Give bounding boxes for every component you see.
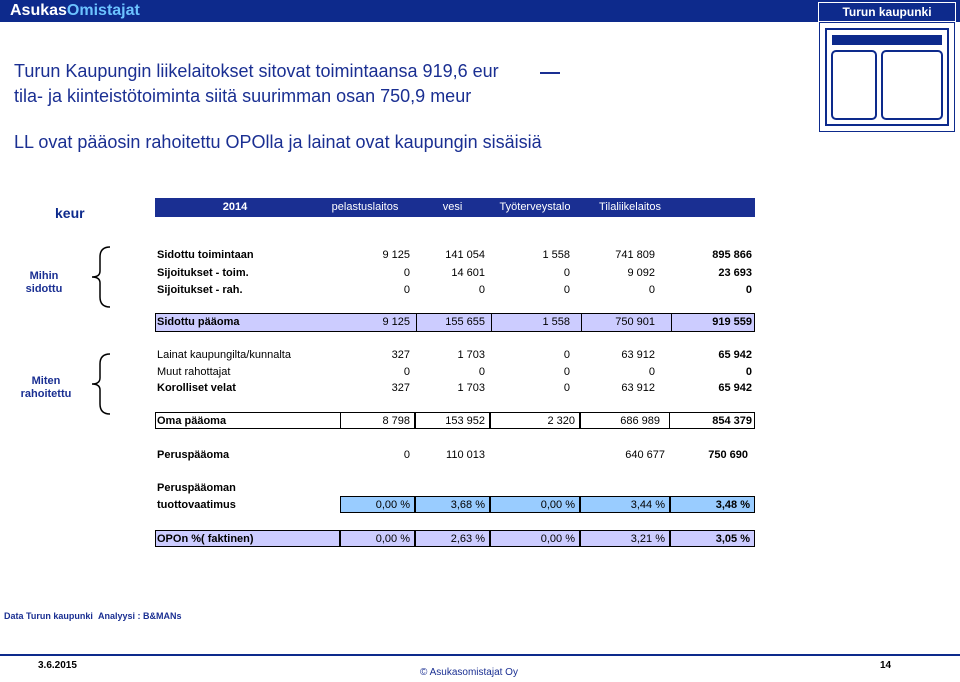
cell-total: 23 693	[718, 267, 752, 279]
cell: 0	[403, 267, 410, 279]
cell: 0	[478, 366, 485, 378]
cell: 3,68 %	[450, 499, 485, 511]
cell-total: 0	[745, 366, 752, 378]
cell: 0	[403, 449, 410, 461]
cell: 0	[563, 382, 570, 394]
cell: 9 125	[382, 249, 410, 261]
col-tyoterveystalo: Työterveystalo	[499, 201, 571, 213]
footer-divider	[0, 654, 960, 656]
cell: 2 320	[547, 415, 575, 427]
cell: 0	[648, 366, 655, 378]
row-label-muut: Muut rahottajat	[157, 366, 231, 378]
cell-total: 750 690	[708, 449, 748, 461]
cell: 0,00 %	[540, 533, 575, 545]
analysis-note: Analyysi : B&MANs	[98, 611, 182, 621]
title-line-3: LL ovat pääosin rahoitettu OPOlla ja lainat ovat kaupungin sisäisiä	[14, 132, 542, 152]
cell: 9 125	[382, 316, 410, 328]
logo-part2: Omistajat	[66, 2, 140, 19]
title-line-1: Turun Kaupungin liikelaitokset sitovat toimintaansa 919,6 eur	[14, 61, 499, 81]
logo-part1: Asukas	[10, 2, 67, 19]
cell: 0	[563, 349, 570, 361]
row-label-korolliset: Korolliset velat	[157, 382, 236, 394]
title-dash	[540, 72, 560, 74]
brand-label: Turun kaupunki	[818, 2, 956, 22]
top-bar	[0, 0, 960, 22]
cell-total: 895 866	[712, 249, 752, 261]
cell-total: 3,05 %	[715, 533, 750, 545]
cell: 0,00 %	[540, 499, 575, 511]
cell: 0,00 %	[375, 533, 410, 545]
source-note: Data Turun kaupunki	[4, 611, 93, 621]
brace-icon	[90, 245, 112, 310]
cell: 141 054	[445, 249, 485, 261]
cell: 686 989	[620, 415, 660, 427]
cell: 0	[403, 366, 410, 378]
cell: 0	[563, 267, 570, 279]
cell: 327	[391, 382, 410, 394]
row-label-opo: OPOn %( faktinen)	[157, 533, 254, 545]
cell: 0	[563, 284, 570, 296]
row-label-sijoitukset-rah: Sijoitukset - rah.	[157, 284, 243, 296]
row-label-lainat: Lainat kaupungilta/kunnalta	[157, 349, 291, 361]
cell-total: 0	[745, 284, 752, 296]
cell: 0	[563, 366, 570, 378]
row-label-peruspaaoma: Peruspääoma	[157, 449, 230, 461]
cell: 63 912	[621, 382, 655, 394]
group-mihin-sidottu: Mihin sidottu	[25, 270, 63, 295]
cell: 327	[391, 349, 410, 361]
col-year: 2014	[222, 201, 248, 213]
cell: 640 677	[625, 449, 665, 461]
cell: 155 655	[445, 316, 485, 328]
brace-icon	[90, 352, 112, 417]
group-miten-rahoitettu: Miten rahoitettu	[20, 375, 72, 400]
col-tilaliikelaitos: Tilaliikelaitos	[599, 201, 661, 213]
row-label-tuottovaatimus-1: Peruspääoman	[157, 482, 236, 494]
cell: 741 809	[615, 249, 655, 261]
logo	[10, 0, 140, 22]
cell: 0	[648, 284, 655, 296]
city-crest-icon	[819, 22, 955, 132]
cell-total: 65 942	[718, 349, 752, 361]
cell-total: 854 379	[712, 415, 752, 427]
cell: 1 558	[542, 249, 570, 261]
cell: 0	[478, 284, 485, 296]
cell: 110 013	[446, 449, 485, 461]
row-label-oma-paaoma: Oma pääoma	[157, 415, 227, 427]
row-label-sidottu-toimintaan: Sidottu toimintaan	[157, 249, 254, 261]
cell: 63 912	[621, 349, 655, 361]
row-label-sijoitukset-toim: Sijoitukset - toim.	[157, 267, 249, 279]
cell: 0,00 %	[375, 499, 410, 511]
col-pelastuslaitos: pelastuslaitos	[331, 201, 399, 213]
col-vesi: vesi	[442, 201, 463, 213]
page-number: 14	[880, 660, 892, 671]
cell: 8 798	[382, 415, 410, 427]
cell: 3,44 %	[630, 499, 665, 511]
cell-total: 3,48 %	[715, 499, 750, 511]
cell: 153 952	[445, 415, 485, 427]
row-label-sidottu-paaoma: Sidottu pääoma	[157, 316, 240, 328]
cell: 750 901	[615, 316, 655, 328]
cell-total: 919 559	[712, 316, 752, 328]
title-line-2: tila- ja kiinteistötoiminta siitä suurimman osan 750,9 meur	[14, 86, 472, 106]
cell: 2,63 %	[450, 533, 485, 545]
cell-total: 65 942	[718, 382, 752, 394]
cell: 0	[403, 284, 410, 296]
cell: 3,21 %	[630, 533, 665, 545]
cell: 9 092	[627, 267, 655, 279]
cell: 1 703	[457, 382, 485, 394]
cell: 1 703	[457, 349, 485, 361]
cell: 14 601	[451, 267, 485, 279]
unit-label: keur	[55, 205, 85, 221]
footer-copyright: © Asukasomistajat Oy	[420, 667, 518, 678]
row-label-tuottovaatimus-2: tuottovaatimus	[157, 499, 236, 511]
cell: 1 558	[542, 316, 570, 328]
footer-date: 3.6.2015	[38, 660, 77, 671]
